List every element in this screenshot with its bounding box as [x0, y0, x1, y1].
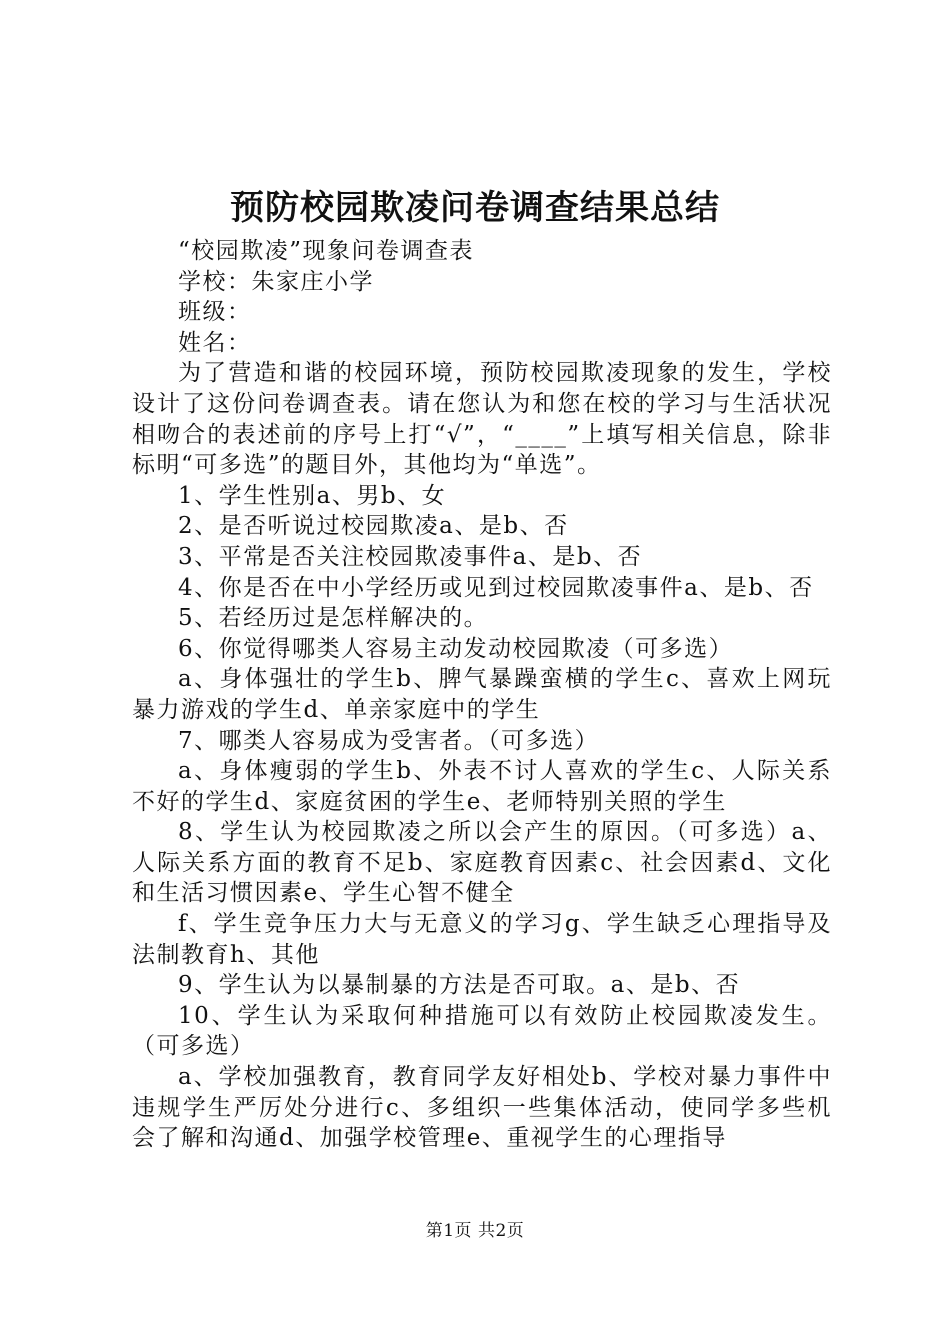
body-paragraph: “校园欺凌”现象问卷调查表	[178, 238, 475, 264]
body-paragraph: 7、哪类人容易成为受害者。（可多选）	[178, 727, 600, 754]
body-paragraph: 学校：朱家庄小学	[178, 268, 374, 295]
body-paragraph: 6、你觉得哪类人容易主动发动校园欺凌（可多选）	[178, 635, 734, 662]
body-paragraph: 姓名：	[178, 329, 252, 356]
body-paragraph: a、学校加强教育，教育同学友好相处b、学校对暴力事件中违规学生严厉处分进行c、多组织一些集体活动，使同学多些机会了解和沟通d、加强学校管理e、重视学生的心理指导	[132, 1064, 832, 1152]
body-paragraph: a、身体强壮的学生b、脾气暴躁蛮横的学生c、喜欢上网玩暴力游戏的学生d、单亲家庭中的学生	[132, 666, 832, 723]
body-paragraph: 9、学生认为以暴制暴的方法是否可取。a、是b、否	[178, 972, 741, 999]
body-paragraph: 3、平常是否关注校园欺凌事件a、是b、否	[178, 543, 643, 570]
page-number-footer: 第1页 共2页	[425, 1221, 525, 1241]
body-paragraph: 为了营造和谐的校园环境，预防校园欺凌现象的发生，学校设计了这份问卷调查表。请在您认为和您在校的学习与生活状况相吻合的表述前的序号上打“√”，“____”上填写相关信息，除非标明“可多选”的题目外，其他均为“单选”。	[132, 360, 832, 479]
body-paragraph: 1、学生性别a、男b、女	[178, 482, 447, 509]
body-paragraph: 8、学生认为校园欺凌之所以会产生的原因。（可多选）a、人际关系方面的教育不足b、家庭教育因素c、社会因素d、文化和生活习惯因素e、学生心智不健全	[132, 819, 832, 907]
body-paragraph: 5、若经历过是怎样解决的。	[178, 605, 489, 632]
document-title: 预防校园欺凌问卷调查结果总结	[230, 188, 720, 228]
body-paragraph: 10、学生认为采取何种措施可以有效防止校园欺凌发生。（可多选）	[132, 1002, 832, 1060]
body-paragraph: f、学生竞争压力大与无意义的学习g、学生缺乏心理指导及法制教育h、其他	[132, 911, 832, 968]
body-paragraph: a、身体瘦弱的学生b、外表不讨人喜欢的学生c、人际关系不好的学生d、家庭贫困的学生e、老师特别关照的学生	[132, 758, 832, 815]
body-paragraph: 2、是否听说过校园欺凌a、是b、否	[178, 513, 569, 540]
body-paragraph: 4、你是否在中小学经历或见到过校园欺凌事件a、是b、否	[178, 574, 814, 601]
document-body	[132, 236, 832, 1154]
body-paragraph: 班级：	[178, 299, 252, 326]
